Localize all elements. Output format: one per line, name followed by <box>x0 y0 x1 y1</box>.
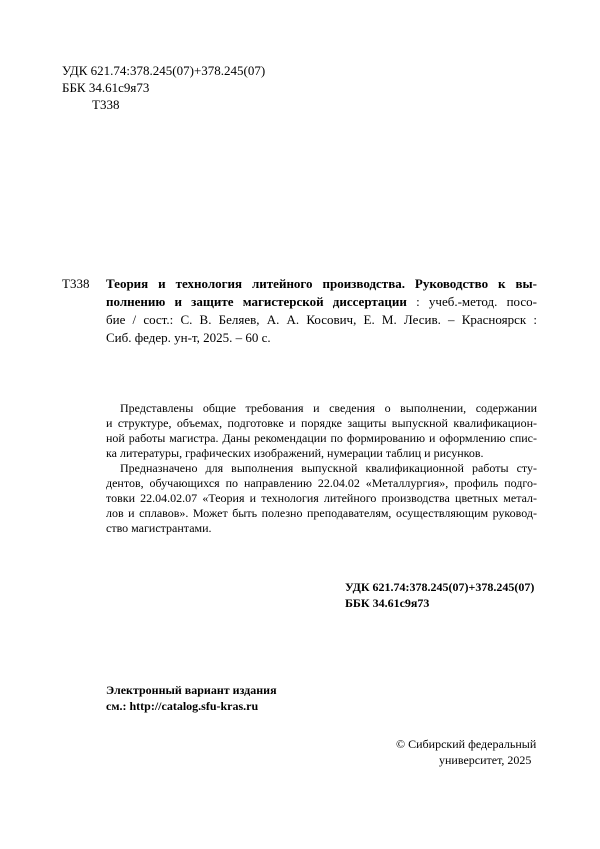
catalog-card-author-mark: Т338 <box>62 276 90 291</box>
abstract-line: ной работы магистра. Даны рекомендации по формированию и оформлению спис- <box>106 431 537 445</box>
catalog-card-publisher-line: Сиб. федер. ун-т, 2025. – 60 с. <box>106 330 271 345</box>
catalog-card-title-bold-end: полнению и защите магистерской диссертации <box>106 294 407 309</box>
catalog-card-title-line-1: Теория и технология литейного производства. Руководство к вы- <box>106 276 537 291</box>
abstract-line: ство магистрантами. <box>106 521 212 535</box>
bbk-code: ББК 34.61с9я73 <box>62 80 150 95</box>
abstract-line: дентов, обучающихся по направлению 22.04.02 «Металлургия», профиль подго- <box>106 476 537 490</box>
electronic-version-link[interactable]: см.: http://catalog.sfu-kras.ru <box>106 699 259 713</box>
catalog-card-title-line-2 <box>106 294 537 310</box>
abstract-line: ка литературы, графических изображений, нумерации таблиц и рисунков. <box>106 446 484 460</box>
abstract-line: товки 22.04.02.07 «Теория и технология литейного производства цветных метал- <box>106 491 537 505</box>
electronic-version-label: Электронный вариант издания <box>106 683 277 697</box>
author-mark: Т338 <box>92 97 120 112</box>
bbk-code-bottom: ББК 34.61с9я73 <box>345 596 430 610</box>
copyright-line-2: университет, 2025 <box>439 753 532 767</box>
copyright-line-1: © Сибирский федеральный <box>396 737 537 751</box>
udk-code-bottom: УДК 621.74:378.245(07)+378.245(07) <box>345 580 535 594</box>
abstract-line: Представлены общие требования и сведения о выполнении, содержании <box>120 401 537 415</box>
abstract-line: лов и сплавов». Может быть полезно преподавателям, осуществляющим руковод- <box>106 506 537 520</box>
abstract-line: и структуре, объемах, подготовке и порядке защиты выпускной квалификацион- <box>106 416 537 430</box>
udk-code: УДК 621.74:378.245(07)+378.245(07) <box>62 63 266 78</box>
catalog-card-type: : учеб.-метод. посо- <box>406 294 537 309</box>
abstract-line: Предназначено для выполнения выпускной квалификационной работы сту- <box>120 461 537 475</box>
catalog-card-authors-line: бие / сост.: С. В. Беляев, А. А. Косович, Е. М. Лесив. – Красноярск : <box>106 312 537 327</box>
